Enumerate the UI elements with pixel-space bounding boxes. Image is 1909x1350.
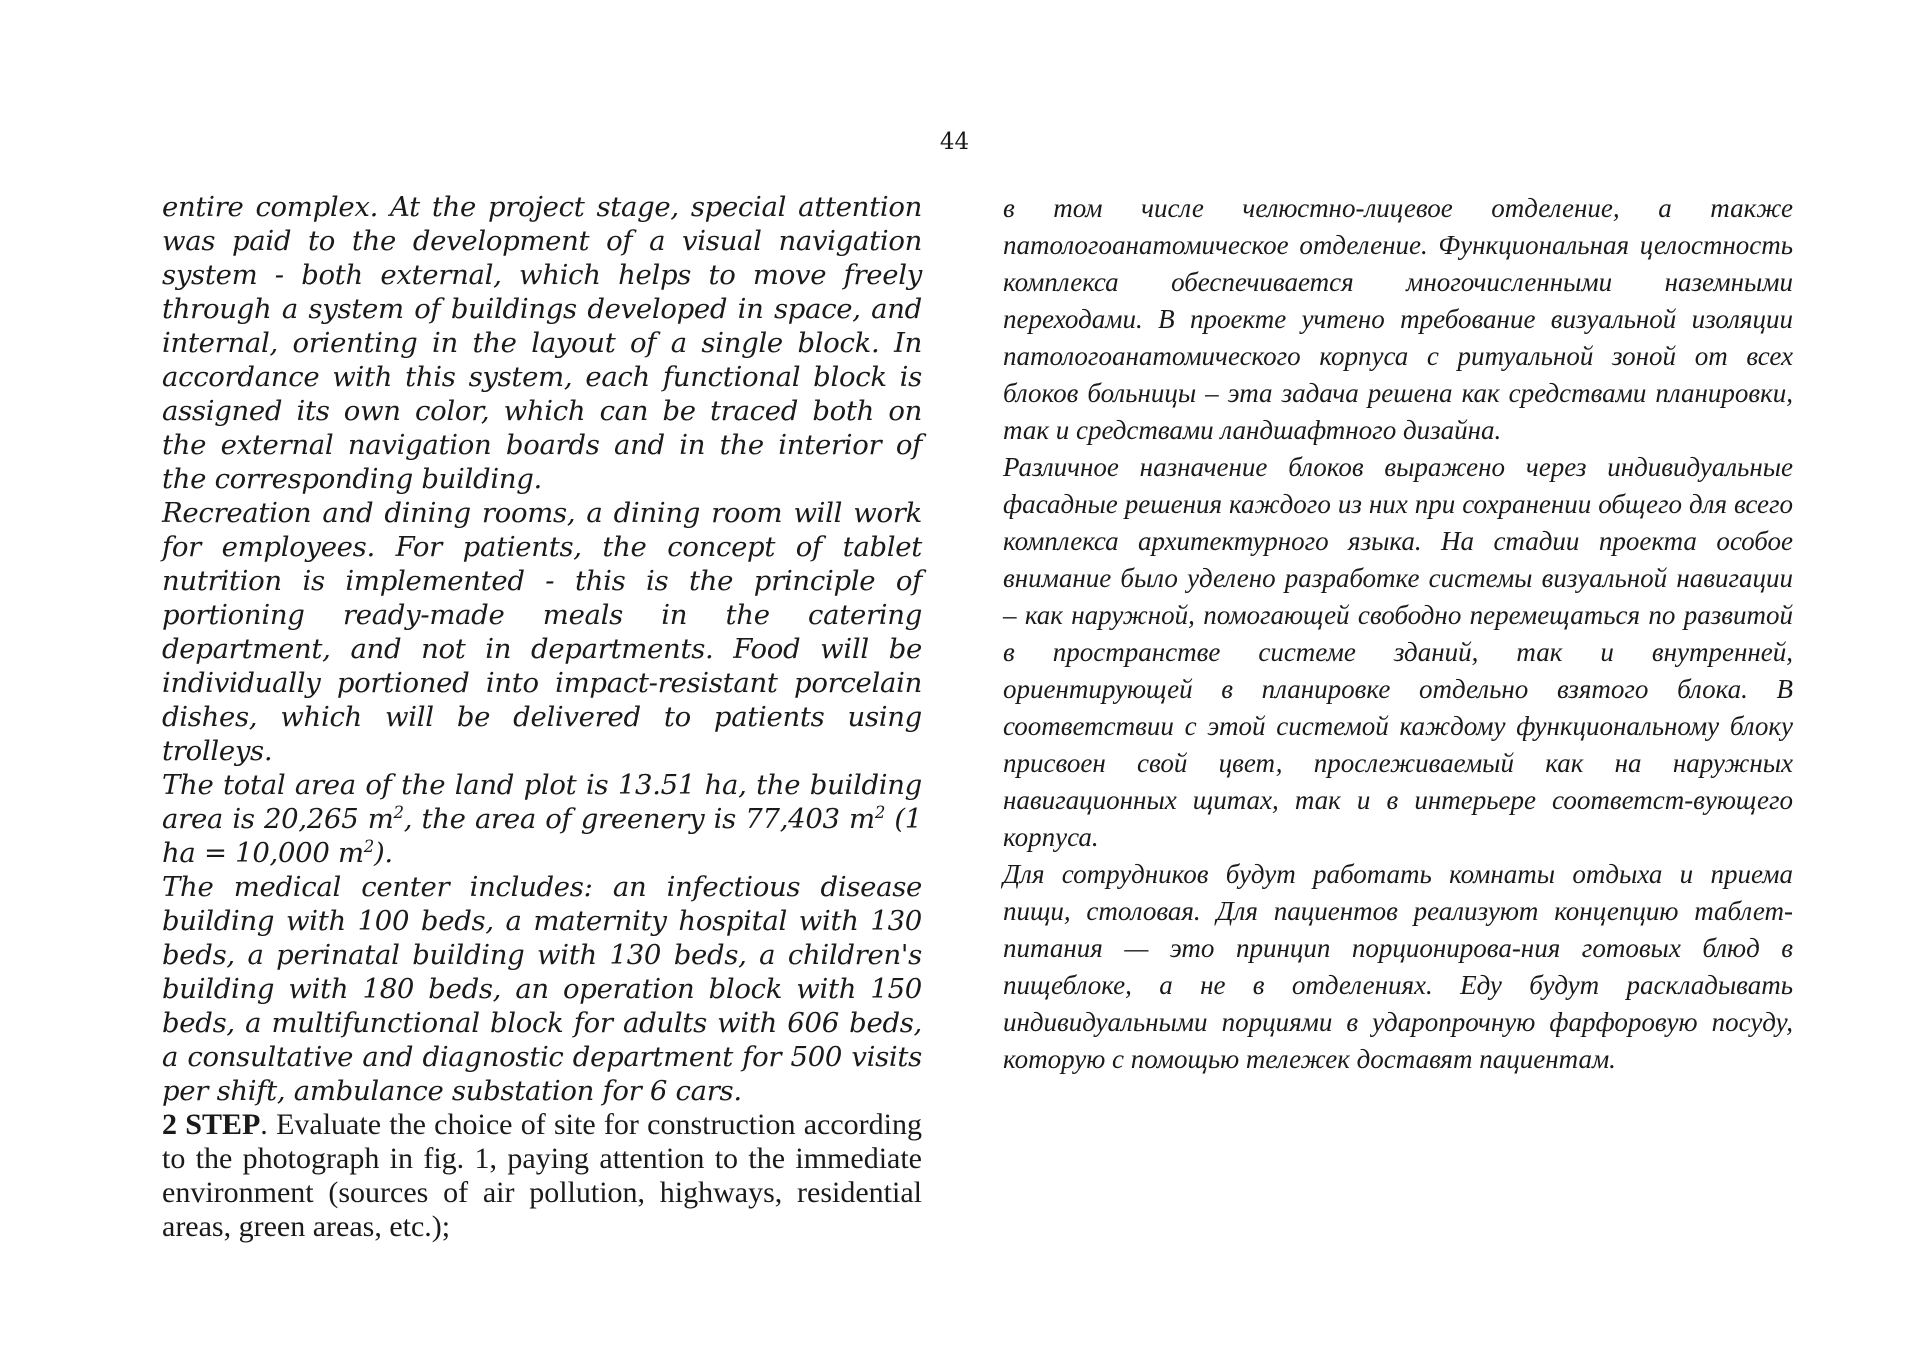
area-text-part-1: The total area of the land plot is 13.51 ha, the building area is 20,265 m: [162, 769, 922, 835]
step-text: . Evaluate the choice of site for construction according to the photograph in fig. 1, paying attention to the immediate environment (sources of air pollution, highways, residential areas, green areas, etc.);: [162, 1108, 922, 1243]
superscript-2: 2: [874, 802, 886, 822]
left-paragraph-area: [162, 768, 922, 870]
right-paragraph-departments: в том числе челюстно-лицевое отделение, а также патологоанатомическое отделение. Функциональная целостность комплекса обеспечивается многочисленными наземными переходами. В проекте учтено требование визуальной изоляции патологоанатомического корпуса с ритуальной зоной от всех блоков больницы – эта задача решена как средствами планировки, так и средствами ландшафтного дизайна.: [1003, 193, 1793, 445]
right-paragraph-navigation: Различное назначение блоков выражено через индивидуальные фасадные решения каждого из них при сохранении общего для всего комплекса архитектурного языка. На стадии проекта особое внимание было уделено разработке системы визуальной навигации – как наружной, помогающей свободно перемещаться по развитой в пространстве системе зданий, так и внутренней, ориентирующей в планировке отдельно взятого блока. В соответствии с этой системой каждому функциональному блоку присвоен свой цвет, прослеживаемый как на наружных навигационных щитах, так и в интерьере соответст-вующего корпуса.: [1003, 452, 1793, 852]
left-column: [162, 190, 922, 1244]
superscript-1: 2: [393, 802, 404, 822]
area-text-part-4: ).: [373, 837, 393, 869]
area-text-part-2: , the area of greenery is 77,403 m: [403, 803, 875, 835]
step-paragraph: [162, 1108, 922, 1244]
right-column: [1003, 190, 1793, 1078]
step-label: 2 STEP: [162, 1108, 261, 1141]
page-number: 44: [939, 129, 970, 155]
right-paragraph-dining: Для сотрудников будут работать комнаты отдыха и приема пищи, столовая. Для пациентов реализуют концепцию таблет-питания — это принцип порционирова-ния готовых блюд в пищеблоке, а не в отделениях. Еду будут раскладывать индивидуальными порциями в ударопрочную фарфоровую посуду, которую с помощью тележек доставят пациентам.: [1003, 859, 1793, 1074]
left-paragraph-dining: Recreation and dining rooms, a dining room will work for employees. For patients, the concept of tablet nutrition is implemented - this is the principle of portioning ready-made meals in the catering department, and not in departments. Food will be individually portioned into impact-resistant porcelain dishes, which will be delivered to patients using trolleys.: [162, 497, 922, 767]
area-text-part-3: (1 ha = 10,000 m: [162, 803, 923, 869]
left-paragraph-navigation: entire complex. At the project stage, special attention was paid to the development of a visual navigation system - both external, which helps to move freely through a system of buildings developed in space, and internal, orienting in the layout of a single block. In accordance with this system, each functional block is assigned its own color, which can be traced both on the external navigation boards and in the interior of the corresponding building.: [162, 191, 922, 495]
left-paragraph-medical-center: The medical center includes: an infectious disease building with 100 beds, a maternity hospital with 130 beds, a perinatal building with 130 beds, a children's building with 180 beds, an operation block with 150 beds, a multifunctional block for adults with 606 beds, a consultative and diagnostic department for 500 visits per shift, ambulance substation for 6 cars.: [162, 871, 922, 1107]
superscript-3: 2: [363, 836, 374, 856]
